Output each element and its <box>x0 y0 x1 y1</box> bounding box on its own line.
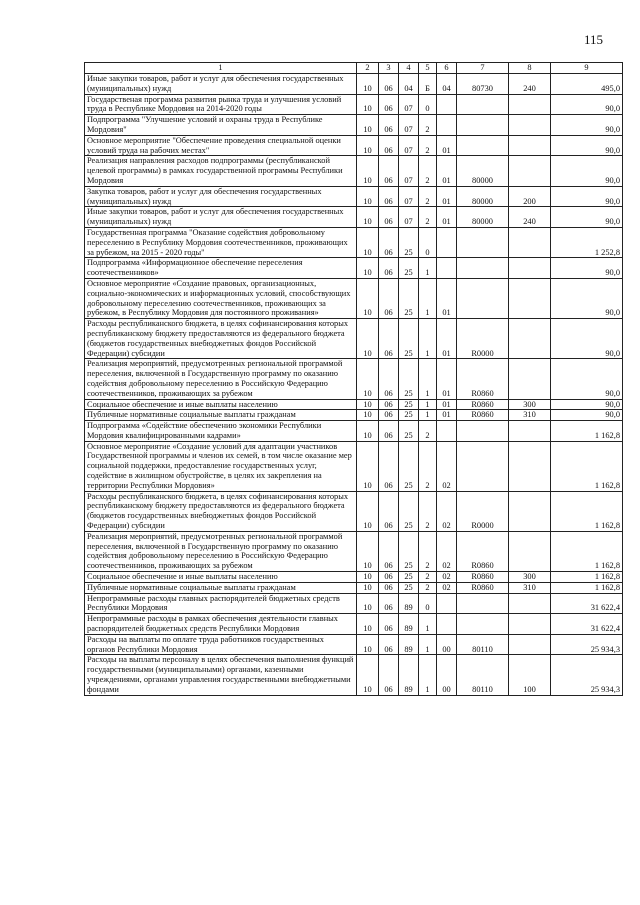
code-section: 10 <box>357 74 379 95</box>
code-measure: 01 <box>437 359 457 399</box>
header-row <box>85 63 623 74</box>
code-subprogram: 1 <box>419 634 437 655</box>
code-subprogram: 2 <box>419 582 437 593</box>
row-description: Непрограммные расходы в рамках обеспечения деятельности главных распорядителей бюджетных средств Республики Мордовия <box>85 614 357 635</box>
column-header: 7 <box>457 63 509 74</box>
code-program: 25 <box>399 582 419 593</box>
code-subsection: 06 <box>379 614 399 635</box>
code-subprogram: 2 <box>419 491 437 531</box>
code-subprogram: 2 <box>419 207 437 228</box>
code-program: 25 <box>399 227 419 257</box>
code-subsection: 06 <box>379 115 399 136</box>
code-expense-type <box>509 421 551 442</box>
code-subsection: 06 <box>379 582 399 593</box>
code-measure: 00 <box>437 655 457 695</box>
code-direction: 80110 <box>457 634 509 655</box>
code-subprogram: 2 <box>419 186 437 207</box>
column-header: 3 <box>379 63 399 74</box>
code-measure <box>437 227 457 257</box>
table-row <box>85 399 623 410</box>
code-direction: R0860 <box>457 572 509 583</box>
table-row <box>85 278 623 318</box>
code-measure <box>437 94 457 115</box>
column-header: 1 <box>85 63 357 74</box>
row-amount: 1 162,8 <box>551 582 623 593</box>
code-program: 07 <box>399 186 419 207</box>
code-subsection: 06 <box>379 399 399 410</box>
code-section: 10 <box>357 186 379 207</box>
code-measure: 04 <box>437 74 457 95</box>
code-subprogram: 1 <box>419 655 437 695</box>
budget-table <box>84 62 623 696</box>
code-subsection: 06 <box>379 441 399 491</box>
code-direction: 80000 <box>457 156 509 186</box>
row-description: Расходы республиканского бюджета, в целях софинансирования которых республиканскому бюджету предоставляются из федерального бюджета (бюджетов государственных внебюджетных фондов Российской Федерации) субсидии <box>85 491 357 531</box>
table-row <box>85 186 623 207</box>
code-subsection: 06 <box>379 593 399 614</box>
row-description: Государственная программа "Оказание содействия добровольному переселению в Республику Мордовия соотечественников, проживающих за рубежом, на 2015 - 2020 годы" <box>85 227 357 257</box>
code-direction: R0000 <box>457 319 509 359</box>
code-direction: 80000 <box>457 207 509 228</box>
code-section: 10 <box>357 94 379 115</box>
code-section: 10 <box>357 582 379 593</box>
code-direction <box>457 115 509 136</box>
code-direction: 80000 <box>457 186 509 207</box>
code-subsection: 06 <box>379 359 399 399</box>
code-direction <box>457 614 509 635</box>
code-expense-type <box>509 258 551 279</box>
code-subprogram: Б <box>419 74 437 95</box>
code-subsection: 06 <box>379 135 399 156</box>
code-expense-type: 240 <box>509 207 551 228</box>
table-row <box>85 258 623 279</box>
column-header: 2 <box>357 63 379 74</box>
code-measure <box>437 115 457 136</box>
row-description: Реализация мероприятий, предусмотренных региональной программой переселения, включенной в Государственную программу по оказанию содействия добровольному переселению в Российскую Федерацию соотечественников, проживающих за рубежом <box>85 359 357 399</box>
row-amount: 1 162,8 <box>551 531 623 571</box>
code-expense-type: 300 <box>509 572 551 583</box>
code-program: 25 <box>399 410 419 421</box>
row-amount: 90,0 <box>551 278 623 318</box>
row-amount: 90,0 <box>551 399 623 410</box>
code-expense-type: 200 <box>509 186 551 207</box>
row-amount: 90,0 <box>551 135 623 156</box>
code-program: 07 <box>399 207 419 228</box>
row-amount: 1 162,8 <box>551 491 623 531</box>
code-measure <box>437 614 457 635</box>
code-direction: R0860 <box>457 410 509 421</box>
code-subsection: 06 <box>379 74 399 95</box>
code-program: 07 <box>399 115 419 136</box>
code-direction <box>457 258 509 279</box>
code-direction <box>457 593 509 614</box>
code-section: 10 <box>357 135 379 156</box>
code-subprogram: 2 <box>419 421 437 442</box>
code-section: 10 <box>357 614 379 635</box>
code-expense-type <box>509 94 551 115</box>
row-amount: 90,0 <box>551 156 623 186</box>
code-subprogram: 1 <box>419 278 437 318</box>
code-subsection: 06 <box>379 186 399 207</box>
row-description: Основное мероприятие «Создание правовых, организационных, социально-экономических и информационных условий, способствующих добровольному переселению соотечественников, проживающих за рубежом, в Республику Мордовия для постоянного проживания» <box>85 278 357 318</box>
code-measure: 01 <box>437 410 457 421</box>
code-program: 25 <box>399 319 419 359</box>
table-row <box>85 359 623 399</box>
column-header: 5 <box>419 63 437 74</box>
code-program: 25 <box>399 278 419 318</box>
table-row <box>85 531 623 571</box>
table-row <box>85 441 623 491</box>
code-program: 25 <box>399 258 419 279</box>
row-description: Основное мероприятие «Создание условий для адаптации участников Государственной программы и членов их семей, в том числе оказание мер социальной поддержки, предоставление государственных услуг, содействие в жилищном обустройстве, в целях их закрепления на территории Республики Мордовия» <box>85 441 357 491</box>
code-direction <box>457 94 509 115</box>
row-amount: 90,0 <box>551 258 623 279</box>
row-description: Подпрограмма "Улучшение условий и охраны труда в Республике Мордовия" <box>85 115 357 136</box>
code-measure <box>437 258 457 279</box>
code-measure <box>437 593 457 614</box>
code-subprogram: 1 <box>419 319 437 359</box>
code-program: 89 <box>399 614 419 635</box>
code-subsection: 06 <box>379 278 399 318</box>
code-subprogram: 1 <box>419 614 437 635</box>
code-program: 25 <box>399 531 419 571</box>
code-section: 10 <box>357 410 379 421</box>
table-row <box>85 421 623 442</box>
code-measure <box>437 421 457 442</box>
table-row <box>85 582 623 593</box>
row-description: Реализация мероприятий, предусмотренных региональной программой переселения, включенной в Государственную программу по оказанию содействия добровольному переселению в Российскую Федерацию соотечественников, проживающих за рубежом <box>85 531 357 571</box>
row-amount: 90,0 <box>551 319 623 359</box>
row-amount: 90,0 <box>551 207 623 228</box>
code-subsection: 06 <box>379 634 399 655</box>
row-description: Публичные нормативные социальные выплаты гражданам <box>85 410 357 421</box>
table-row <box>85 319 623 359</box>
code-expense-type <box>509 135 551 156</box>
code-program: 04 <box>399 74 419 95</box>
table-row <box>85 593 623 614</box>
code-direction: 80110 <box>457 655 509 695</box>
code-program: 25 <box>399 441 419 491</box>
code-subprogram: 2 <box>419 135 437 156</box>
row-amount: 1 162,8 <box>551 572 623 583</box>
code-section: 10 <box>357 115 379 136</box>
row-description: Публичные нормативные социальные выплаты гражданам <box>85 582 357 593</box>
code-direction <box>457 227 509 257</box>
code-program: 25 <box>399 359 419 399</box>
code-subprogram: 1 <box>419 399 437 410</box>
code-section: 10 <box>357 278 379 318</box>
row-amount: 90,0 <box>551 186 623 207</box>
code-subsection: 06 <box>379 258 399 279</box>
code-direction <box>457 421 509 442</box>
table-row <box>85 614 623 635</box>
code-program: 89 <box>399 655 419 695</box>
row-description: Иные закупки товаров, работ и услуг для обеспечения государственных (муниципальных) нужд <box>85 207 357 228</box>
code-expense-type <box>509 319 551 359</box>
code-direction: R0860 <box>457 399 509 410</box>
row-amount: 1 162,8 <box>551 421 623 442</box>
code-measure: 01 <box>437 399 457 410</box>
row-amount: 1 252,8 <box>551 227 623 257</box>
code-expense-type <box>509 227 551 257</box>
table-row <box>85 572 623 583</box>
code-section: 10 <box>357 421 379 442</box>
code-expense-type: 300 <box>509 399 551 410</box>
row-description: Расходы на выплаты персоналу в целях обеспечения выполнения функций государственными (муниципальными) органами, казенными учреждениями, органами управления государственными внебюджетными фондами <box>85 655 357 695</box>
code-expense-type <box>509 278 551 318</box>
code-expense-type: 310 <box>509 410 551 421</box>
code-direction: R0860 <box>457 531 509 571</box>
table-row <box>85 94 623 115</box>
code-program: 89 <box>399 593 419 614</box>
column-header: 8 <box>509 63 551 74</box>
code-program: 07 <box>399 156 419 186</box>
code-subsection: 06 <box>379 207 399 228</box>
code-measure: 01 <box>437 278 457 318</box>
code-section: 10 <box>357 491 379 531</box>
table-row <box>85 207 623 228</box>
row-description: Расходы республиканского бюджета, в целях софинансирования которых республиканскому бюджету предоставляются из федерального бюджета (бюджетов государственных внебюджетных фондов Российской Федерации) субсидии <box>85 319 357 359</box>
code-section: 10 <box>357 227 379 257</box>
code-expense-type: 240 <box>509 74 551 95</box>
code-subprogram: 0 <box>419 94 437 115</box>
code-subprogram: 2 <box>419 156 437 186</box>
code-measure: 01 <box>437 319 457 359</box>
code-section: 10 <box>357 399 379 410</box>
code-section: 10 <box>357 258 379 279</box>
column-header: 6 <box>437 63 457 74</box>
column-header: 9 <box>551 63 623 74</box>
table-row <box>85 655 623 695</box>
table-row <box>85 74 623 95</box>
row-amount: 25 934,3 <box>551 655 623 695</box>
code-direction: R0860 <box>457 582 509 593</box>
code-expense-type <box>509 359 551 399</box>
code-section: 10 <box>357 319 379 359</box>
code-program: 25 <box>399 572 419 583</box>
row-amount: 25 934,3 <box>551 634 623 655</box>
code-subprogram: 2 <box>419 441 437 491</box>
code-section: 10 <box>357 207 379 228</box>
row-description: Основное мероприятие "Обеспечение проведения специальной оценки условий труда на рабочих местах" <box>85 135 357 156</box>
code-subsection: 06 <box>379 410 399 421</box>
code-subsection: 06 <box>379 655 399 695</box>
row-amount: 90,0 <box>551 359 623 399</box>
code-expense-type <box>509 634 551 655</box>
code-expense-type <box>509 531 551 571</box>
table-row <box>85 491 623 531</box>
row-amount: 90,0 <box>551 410 623 421</box>
row-amount: 90,0 <box>551 115 623 136</box>
code-measure: 02 <box>437 441 457 491</box>
code-subprogram: 1 <box>419 410 437 421</box>
code-section: 10 <box>357 441 379 491</box>
code-direction <box>457 278 509 318</box>
code-program: 25 <box>399 399 419 410</box>
code-section: 10 <box>357 593 379 614</box>
code-program: 25 <box>399 491 419 531</box>
row-description: Непрограммные расходы главных распорядителей бюджетных средств Республики Мордовия <box>85 593 357 614</box>
code-subsection: 06 <box>379 227 399 257</box>
row-description: Расходы на выплаты по оплате труда работников государственных органов Республики Мордовия <box>85 634 357 655</box>
code-direction: R0860 <box>457 359 509 399</box>
code-subsection: 06 <box>379 421 399 442</box>
row-description: Социальное обеспечение и иные выплаты населению <box>85 399 357 410</box>
code-subsection: 06 <box>379 531 399 571</box>
code-subprogram: 0 <box>419 593 437 614</box>
code-measure: 02 <box>437 582 457 593</box>
row-description: Закупка товаров, работ и услуг для обеспечения государственных (муниципальных) нужд <box>85 186 357 207</box>
code-subprogram: 2 <box>419 115 437 136</box>
code-expense-type <box>509 593 551 614</box>
code-expense-type <box>509 441 551 491</box>
code-subprogram: 1 <box>419 258 437 279</box>
row-amount: 495,0 <box>551 74 623 95</box>
row-description: Иные закупки товаров, работ и услуг для обеспечения государственных (муниципальных) нужд <box>85 74 357 95</box>
code-subprogram: 2 <box>419 572 437 583</box>
code-measure: 01 <box>437 186 457 207</box>
code-section: 10 <box>357 359 379 399</box>
code-expense-type: 310 <box>509 582 551 593</box>
code-program: 07 <box>399 135 419 156</box>
code-expense-type: 100 <box>509 655 551 695</box>
row-description: Подпрограмма «Содействие обеспечению экономики Республики Мордовия квалифицированными кадрами» <box>85 421 357 442</box>
row-amount: 31 622,4 <box>551 614 623 635</box>
code-section: 10 <box>357 531 379 571</box>
code-section: 10 <box>357 655 379 695</box>
code-program: 25 <box>399 421 419 442</box>
row-description: Реализация направления расходов подпрограммы (республиканской целевой программы) в рамках государственной программы Республики Мордовия <box>85 156 357 186</box>
code-section: 10 <box>357 156 379 186</box>
code-measure: 01 <box>437 156 457 186</box>
code-program: 07 <box>399 94 419 115</box>
row-description: Подпрограмма «Информационное обеспечение переселения соотечественников» <box>85 258 357 279</box>
row-amount: 31 622,4 <box>551 593 623 614</box>
column-header: 4 <box>399 63 419 74</box>
code-subprogram: 2 <box>419 531 437 571</box>
code-measure: 00 <box>437 634 457 655</box>
code-subsection: 06 <box>379 94 399 115</box>
code-section: 10 <box>357 572 379 583</box>
code-subsection: 06 <box>379 572 399 583</box>
code-measure: 02 <box>437 572 457 583</box>
code-expense-type <box>509 156 551 186</box>
code-measure: 02 <box>437 491 457 531</box>
code-subsection: 06 <box>379 319 399 359</box>
code-direction <box>457 135 509 156</box>
code-direction: R0000 <box>457 491 509 531</box>
code-direction: 80730 <box>457 74 509 95</box>
code-program: 89 <box>399 634 419 655</box>
table-row <box>85 135 623 156</box>
row-description: Социальное обеспечение и иные выплаты населению <box>85 572 357 583</box>
code-measure: 02 <box>437 531 457 571</box>
code-expense-type <box>509 115 551 136</box>
code-direction <box>457 441 509 491</box>
code-measure: 01 <box>437 207 457 228</box>
row-amount: 1 162,8 <box>551 441 623 491</box>
code-subsection: 06 <box>379 491 399 531</box>
code-expense-type <box>509 491 551 531</box>
code-subprogram: 1 <box>419 359 437 399</box>
code-section: 10 <box>357 634 379 655</box>
code-subprogram: 0 <box>419 227 437 257</box>
row-amount: 90,0 <box>551 94 623 115</box>
table-row <box>85 115 623 136</box>
table-row <box>85 410 623 421</box>
code-subsection: 06 <box>379 156 399 186</box>
code-expense-type <box>509 614 551 635</box>
code-measure: 01 <box>437 135 457 156</box>
page-number: 115 <box>584 32 604 47</box>
row-description: Государственая программа развития рынка труда и улучшения условий труда в Республике Мордовия на 2014-2020 годы <box>85 94 357 115</box>
table-row <box>85 156 623 186</box>
table-row <box>85 634 623 655</box>
table-row <box>85 227 623 257</box>
